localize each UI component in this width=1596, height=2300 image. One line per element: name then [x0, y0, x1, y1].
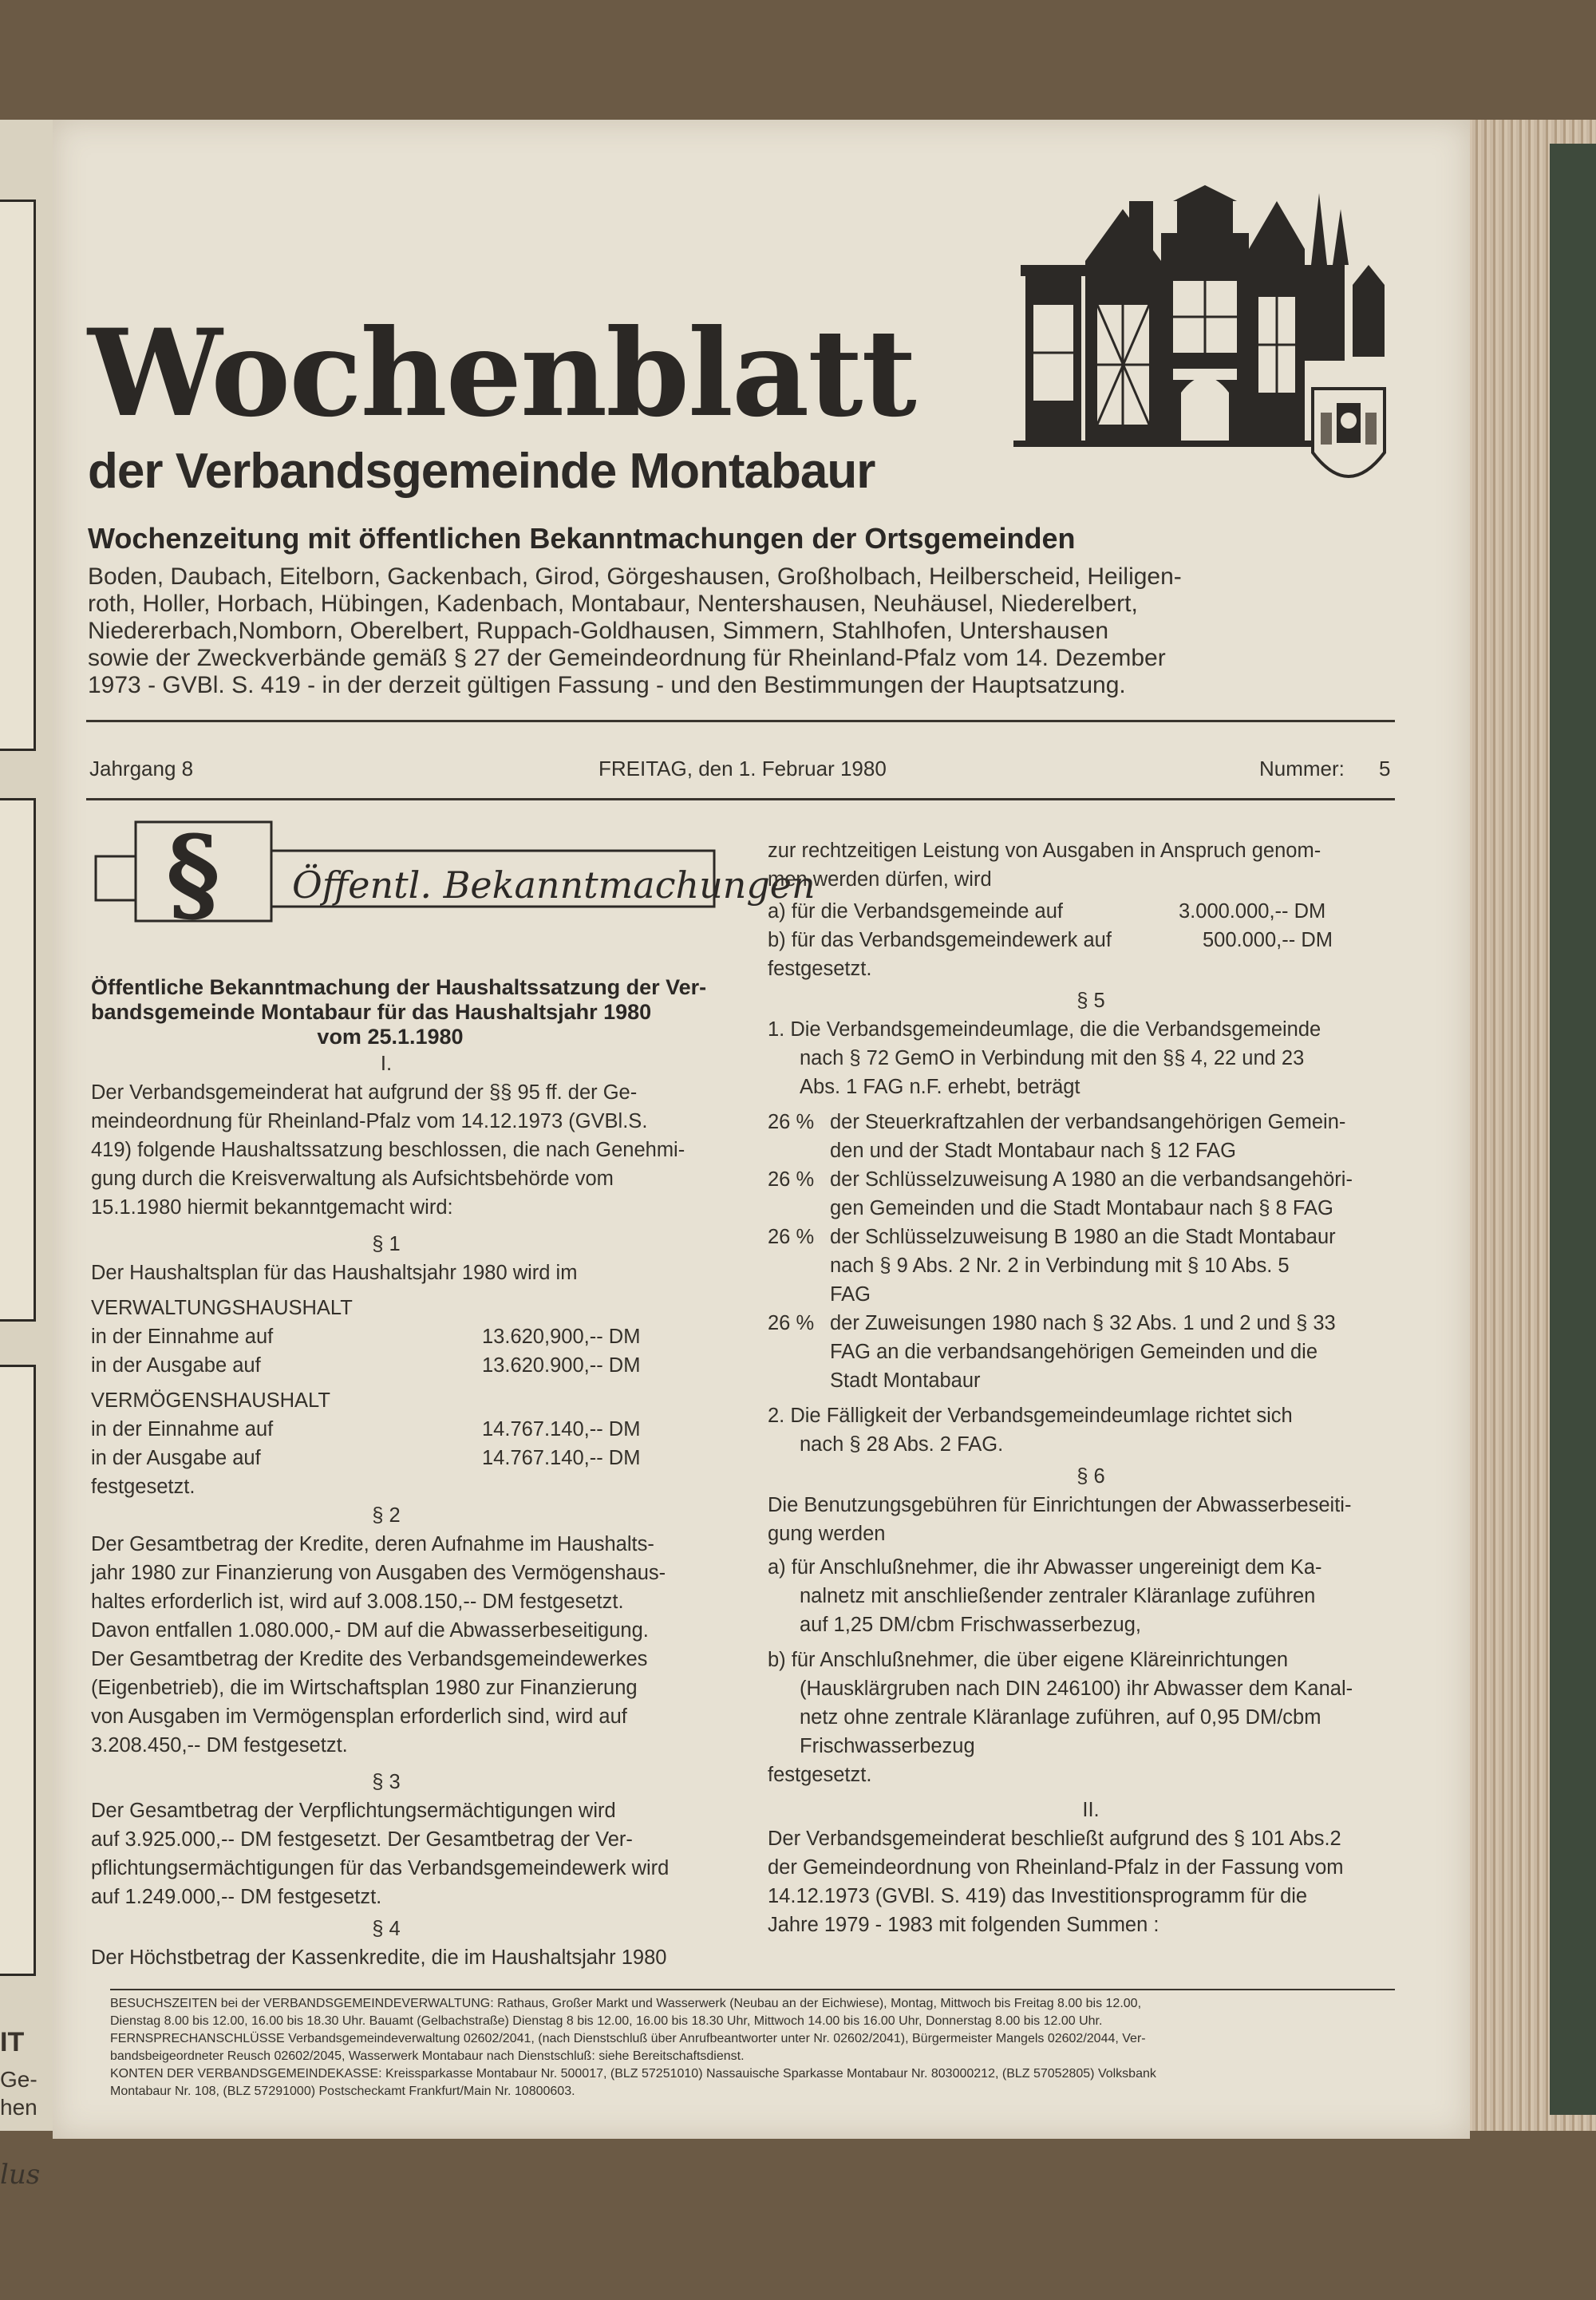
text-line: 15.1.1980 hiermit bekanntgemacht wird: [91, 1196, 453, 1219]
text-line: nach § 28 Abs. 2 FAG. [800, 1433, 1004, 1456]
text-line: 419) folgende Haushaltssatzung beschlossen, die nach Genehmi- [91, 1139, 685, 1161]
percentage-list [768, 1108, 1414, 1395]
right-column [768, 836, 1414, 1939]
section-heading: § 2 [372, 1504, 401, 1527]
percentage-item [768, 1165, 1414, 1223]
text-line: (Hausklärgruben nach DIN 246100) ihr Abwasser dem Kanal- [800, 1678, 1353, 1700]
section-heading: § 3 [372, 1771, 401, 1793]
footer-line: Dienstag 8.00 bis 12.00, 16.00 bis 18.30 Uhr. Bauamt (Gelbachstraße) Dienstag 8 bis 12.00, 16.00 bis 18.30 Uhr, Mittwoch 14.00 bis 16.00 Uhr, Donnerstag 8.00 bis 12.00 Uhr. [110, 2014, 1103, 2028]
section-heading: § 6 [1077, 1465, 1105, 1488]
masthead-headline: Wochenzeitung mit öffentlichen Bekanntmachungen der Ortsgemeinden [88, 522, 1076, 555]
budget-heading: VERWALTUNGSHAUSHALT [91, 1297, 353, 1319]
fee-item-b [768, 1646, 1414, 1761]
percentage-description: der Steuerkraftzahlen der verbandsangehörigen Gemein- den und der Stadt Montabaur nach § 12 FAG [830, 1111, 1346, 1162]
text-line: von Ausgaben im Vermögensplan erforderlich sind, wird auf [91, 1705, 627, 1728]
budget-value: 13.620,900,-- DM [482, 1326, 641, 1348]
text-line: men werden dürfen, wird [768, 868, 992, 891]
percentage-value: 26 % [768, 1168, 815, 1191]
issue-number-label: Nummer: [1259, 757, 1345, 780]
left-page-frame [0, 200, 36, 751]
text-line: Der Höchstbetrag der Kassenkredite, die im Haushaltsjahr 1980 [91, 1946, 667, 1969]
text-line: zur rechtzeitigen Leistung von Ausgaben in Anspruch genom- [768, 840, 1321, 862]
text-line: der Gemeindeordnung von Rheinland-Pfalz in der Fassung vom [768, 1856, 1344, 1879]
budget-row [91, 1351, 753, 1380]
issue-year: Jahrgang 8 [89, 757, 194, 780]
percentage-value: 26 % [768, 1111, 815, 1133]
budget-label: in der Einnahme auf [91, 1326, 274, 1348]
roman-numeral: II. [1082, 1799, 1100, 1821]
paragraph-symbol-icon: § [166, 812, 220, 935]
book-cover [1550, 144, 1596, 2115]
masthead-title: Wochenblatt [88, 303, 915, 444]
credit-label: b) für das Verbandsgemeindewerk auf [768, 929, 1112, 951]
issue-number: 5 [1379, 757, 1391, 780]
divider [86, 720, 1395, 722]
text-line: netz ohne zentrale Kläranlage zuführen, auf 0,95 DM/cbm [800, 1706, 1321, 1729]
footer-line: FERNSPRECHANSCHLÜSSE Verbandsgemeindeverwaltung 02602/2041, (nach Dienstschluß über Anrufbeantworter unter Nr. 02602/2041), Bürgermeister Mangels 02602/2044, Ver- [110, 2032, 1146, 2045]
notice-title [91, 975, 753, 1049]
municipalities-line: Niedererbach,Nomborn, Oberelbert, Ruppach-Goldhausen, Simmern, Stahlhofen, Untershausen [88, 618, 1109, 644]
text-line: gung werden [768, 1523, 886, 1545]
text-line: Der Verbandsgemeinderat hat aufgrund der §§ 95 ff. der Ge- [91, 1081, 638, 1104]
text-line: Abs. 1 FAG n.F. erhebt, beträgt [800, 1076, 1080, 1098]
text-line: a) für Anschlußnehmer, die ihr Abwasser ungereinigt dem Ka- [768, 1556, 1322, 1579]
text-line: Der Verbandsgemeinderat beschließt aufgrund des § 101 Abs.2 [768, 1828, 1341, 1850]
budget-label: in der Einnahme auf [91, 1418, 274, 1440]
text-line: 1. Die Verbandsgemeindeumlage, die die Verbandsgemeinde [768, 1018, 1321, 1041]
section-5-item-2 [768, 1401, 1414, 1459]
text-line: jahr 1980 zur Finanzierung von Ausgaben des Vermögenshaus- [91, 1562, 666, 1584]
budget-label: in der Ausgabe auf [91, 1447, 261, 1469]
text-line: Die Benutzungsgebühren für Einrichtungen der Abwasserbeseiti- [768, 1494, 1352, 1516]
left-page-fragment: Ge- [0, 2067, 38, 2092]
credit-row [768, 897, 1414, 926]
section-2-text [91, 1530, 753, 1760]
masthead-subtitle: der Verbandsgemeinde Montabaur [88, 444, 875, 499]
fee-item-a [768, 1553, 1414, 1639]
section-3-text [91, 1796, 753, 1911]
town-skyline-logo [1009, 185, 1393, 504]
text-line: b) für Anschlußnehmer, die über eigene Kläreinrichtungen [768, 1649, 1289, 1671]
text-line: festgesetzt. [768, 958, 872, 980]
budget-value: 14.767.140,-- DM [482, 1447, 641, 1469]
divider [110, 1989, 1395, 1990]
section-5-item-1 [768, 1015, 1414, 1101]
text-line: (Eigenbetrieb), die im Wirtschaftsplan 1980 zur Finanzierung [91, 1677, 638, 1699]
text-line: auf 3.925.000,-- DM festgesetzt. Der Gesamtbetrag der Ver- [91, 1828, 633, 1851]
section-banner-label: Öffentl. Bekanntmachungen [292, 863, 816, 907]
percentage-value: 26 % [768, 1226, 815, 1248]
credit-value: 500.000,-- DM [1203, 929, 1333, 951]
text-line: 3.208.450,-- DM festgesetzt. [91, 1734, 348, 1757]
text-line: festgesetzt. [91, 1476, 196, 1498]
intro-paragraph [91, 1078, 753, 1222]
footer-line: bandsbeigeordneter Reusch 02602/2045, Wasserwerk Montabaur nach Dienstschluß: siehe Bereitschaftsdienst. [110, 2049, 745, 2063]
text-line: 2. Die Fälligkeit der Verbandsgemeindeumlage richtet sich [768, 1405, 1293, 1427]
credit-row [768, 926, 1414, 954]
notice-title-line: bandsgemeinde Montabaur für das Haushaltsjahr 1980 [91, 1000, 652, 1024]
percentage-description: der Schlüsselzuweisung A 1980 an die verbandsangehöri- gen Gemeinden und die Stadt Montabaur nach § 8 FAG [830, 1168, 1353, 1219]
percentage-value: 26 % [768, 1312, 815, 1334]
text-line: auf 1.249.000,-- DM festgesetzt. [91, 1886, 382, 1908]
percentage-item [768, 1309, 1414, 1395]
text-line: nach § 72 GemO in Verbindung mit den §§ 4, 22 und 23 [800, 1047, 1305, 1069]
budget-row [91, 1322, 753, 1351]
budget-heading: VERMÖGENSHAUSHALT [91, 1389, 330, 1412]
text-line: meindeordnung für Rheinland-Pfalz vom 14.12.1973 (GVBl.S. [91, 1110, 648, 1132]
left-column [91, 975, 753, 1972]
percentage-description: der Zuweisungen 1980 nach § 32 Abs. 1 und 2 und § 33 FAG an die verbandsangehörigen Gemeinden und die Stadt Montabaur [830, 1312, 1336, 1392]
section-heading: § 4 [372, 1918, 401, 1940]
text-line: festgesetzt. [768, 1764, 872, 1786]
budget-value: 13.620.900,-- DM [482, 1354, 641, 1377]
divider [86, 798, 1395, 800]
text-line: 14.12.1973 (GVBl. S. 419) das Investitionsprogramm für die [768, 1885, 1308, 1907]
text-line: nalnetz mit anschließender zentraler Kläranlage zuführen [800, 1585, 1316, 1607]
roman-numeral: I. [380, 1053, 393, 1075]
text-line: Der Gesamtbetrag der Kredite, deren Aufnahme im Haushalts- [91, 1533, 654, 1555]
left-page-frame [0, 798, 36, 1322]
footer-line: Montabaur Nr. 108, (BLZ 57291000) Postscheckamt Frankfurt/Main Nr. 10800603. [110, 2085, 575, 2098]
municipalities-line: roth, Holler, Horbach, Hübingen, Kadenbach, Montabaur, Nentershausen, Neuhäusel, Niederelbert, [88, 591, 1138, 617]
office-hours-footer [110, 1995, 1403, 2100]
left-page-edge [0, 120, 59, 2191]
text-line: pflichtungsermächtigungen für das Verbandsgemeindewerk wird [91, 1857, 670, 1879]
budget-label: in der Ausgabe auf [91, 1354, 261, 1377]
issue-date: FREITAG, den 1. Februar 1980 [598, 757, 887, 780]
municipalities-line: sowie der Zweckverbände gemäß § 27 der Gemeindeordnung für Rheinland-Pfalz vom 14. Dezember [88, 645, 1166, 671]
budget-row [91, 1415, 753, 1444]
section-heading: § 1 [372, 1233, 401, 1255]
percentage-item [768, 1108, 1414, 1165]
text-line: Der Gesamtbetrag der Verpflichtungsermächtigungen wird [91, 1800, 616, 1822]
text-line: Jahre 1979 - 1983 mit folgenden Summen : [768, 1914, 1159, 1936]
budget-value: 14.767.140,-- DM [482, 1418, 641, 1440]
left-page-frame [0, 1365, 36, 1976]
text-line: Der Gesamtbetrag der Kredite des Verbandsgemeindewerkes [91, 1648, 648, 1670]
section-ii-text [768, 1824, 1414, 1939]
text-line: gung durch die Kreisverwaltung als Aufsichtsbehörde vom [91, 1168, 614, 1190]
municipalities-line: 1973 - GVBl. S. 419 - in der derzeit gültigen Fassung - und den Bestimmungen der Hauptsatzung. [88, 672, 1126, 698]
left-page-fragment: hen [0, 2095, 38, 2120]
left-page-fragment: IT [0, 2027, 25, 2057]
section-heading: § 5 [1077, 990, 1105, 1012]
text-line: haltes erforderlich ist, wird auf 3.008.150,-- DM festgesetzt. [91, 1591, 624, 1613]
credit-value: 3.000.000,-- DM [1179, 900, 1326, 923]
percentage-description: der Schlüsselzuweisung B 1980 an die Stadt Montabaur nach § 9 Abs. 2 Nr. 2 in Verbindung mit § 10 Abs. 5 FAG [830, 1226, 1336, 1306]
budget-row [91, 1444, 753, 1472]
text-line: Der Haushaltsplan für das Haushaltsjahr 1980 wird im [91, 1262, 578, 1284]
municipalities-list [88, 563, 1412, 699]
credit-label: a) für die Verbandsgemeinde auf [768, 900, 1063, 923]
notice-title-line: Öffentliche Bekanntmachung der Haushaltssatzung der Ver- [91, 975, 707, 999]
text-line: Davon entfallen 1.080.000,- DM auf die Abwasserbeseitigung. [91, 1619, 649, 1642]
text-line: Frischwasserbezug [800, 1735, 975, 1757]
notice-title-line: vom 25.1.1980 [317, 1025, 464, 1049]
municipalities-line: Boden, Daubach, Eitelborn, Gackenbach, Girod, Görgeshausen, Großholbach, Heilberscheid, Heiligen- [88, 563, 1182, 590]
footer-line: KONTEN DER VERBANDSGEMEINDEKASSE: Kreissparkasse Montabaur Nr. 500017, (BLZ 57251010) Nassauische Sparkasse Montabaur Nr. 803000212, (BLZ 57052805) Volksbank [110, 2067, 1156, 2081]
percentage-item [768, 1223, 1414, 1309]
text-line: auf 1,25 DM/cbm Frischwasserbezug, [800, 1614, 1141, 1636]
left-page-fragment: lus [0, 2159, 41, 2191]
footer-line: BESUCHSZEITEN bei der VERBANDSGEMEINDEVERWALTUNG: Rathaus, Großer Markt und Wasserwerk (Neubau an der Eichwiese), Montag, Mittwoch bis Freitag 8.00 bis 12.00, [110, 1997, 1142, 2010]
